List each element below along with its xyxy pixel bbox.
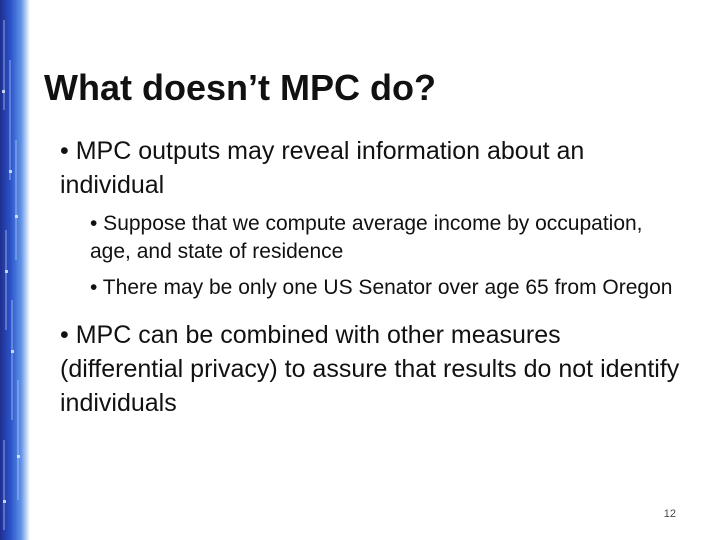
bullet-mpc-outputs: • MPC outputs may reveal information about an individual bbox=[60, 137, 585, 199]
page-number: 12 bbox=[663, 508, 676, 520]
sub-bullet-list bbox=[60, 210, 680, 302]
sub-bullet-senator-example: • There may be only one US Senator over age 65 from Oregon bbox=[90, 276, 673, 299]
sub-bullet-average-income: • Suppose that we compute average income by occupation, age, and state of residence bbox=[90, 212, 643, 263]
decorative-edge-band bbox=[0, 0, 30, 540]
slide-title: What doesn’t MPC do? bbox=[44, 67, 436, 108]
slide-body bbox=[60, 134, 680, 434]
circuit-pattern-icon bbox=[0, 0, 30, 540]
bullet-mpc-combined: • MPC can be combined with other measures (differential privacy) to assure that results do not identify individuals bbox=[60, 321, 680, 417]
